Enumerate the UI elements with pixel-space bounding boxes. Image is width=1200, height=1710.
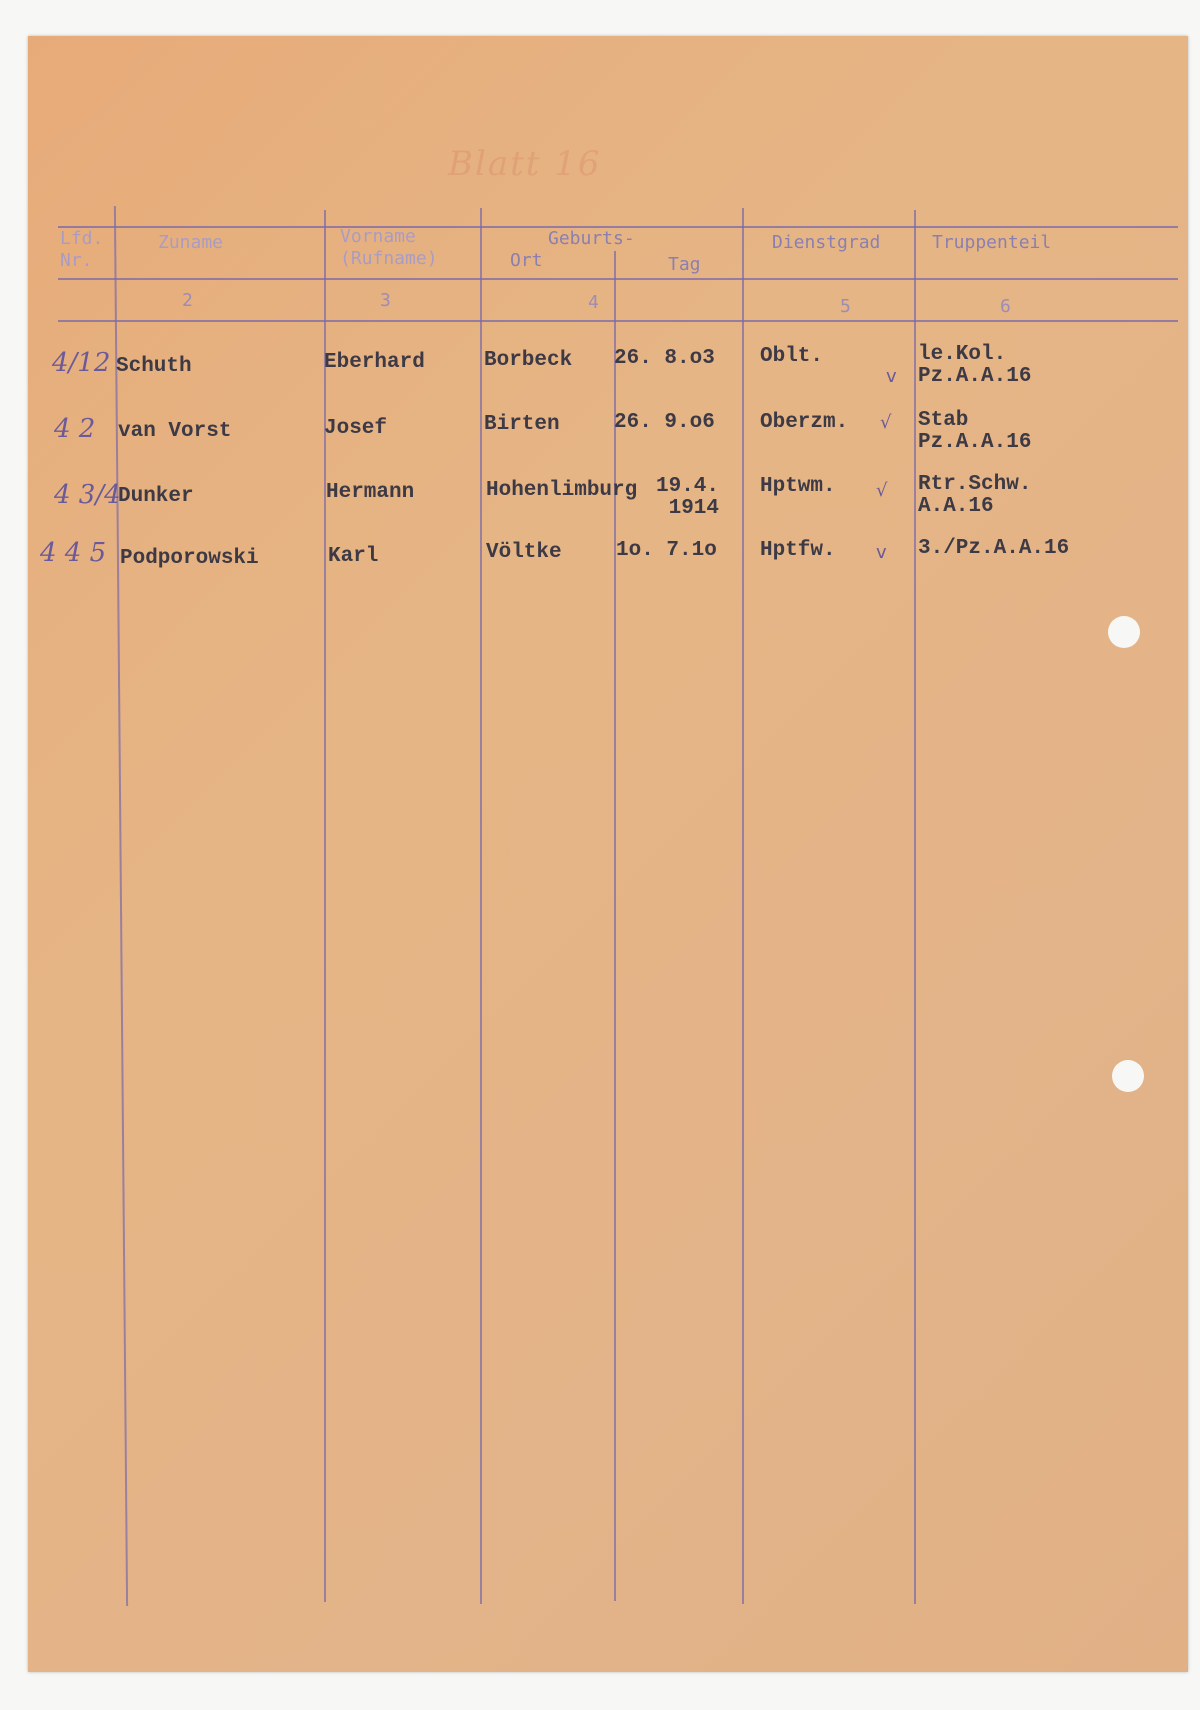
header-dienstgrad: Dienstgrad — [772, 232, 881, 253]
row-3-zuname: Dunker — [118, 485, 194, 508]
row-1-zuname: Schuth — [116, 355, 192, 378]
row-1-number: 4/12 — [52, 348, 111, 378]
colnum-5: 5 — [840, 296, 851, 317]
header-zuname: Zuname — [158, 232, 224, 253]
row-3-truppenteil: Rtr.Schw. A.A.16 — [918, 473, 1032, 518]
row-3-number: 4 3/4 — [54, 480, 121, 510]
row-2-vorname: Josef — [324, 417, 388, 440]
row-2-zuname: van Vorst — [118, 420, 232, 443]
col-divider-6 — [914, 210, 916, 1604]
row-4-tag: 1o. 7.1o — [616, 539, 717, 562]
row-1-dienstgrad: Oblt. — [760, 345, 824, 368]
row-2-ort: Birten — [484, 413, 560, 436]
row-3-tag: 19.4. 1914 — [656, 475, 720, 520]
row-3-dienstgrad: Hptwm. — [760, 475, 836, 498]
row-4-ort: Völtke — [486, 541, 562, 564]
punch-hole-top — [1108, 616, 1140, 648]
header-ort: Ort — [510, 250, 543, 271]
faded-header-stamp: Blatt 16 — [448, 144, 602, 184]
row-2-check-mark: √ — [880, 412, 892, 433]
row-2-dienstgrad: Oberzm. — [760, 411, 849, 434]
colnum-2: 2 — [182, 290, 193, 311]
punch-hole-bottom — [1112, 1060, 1144, 1092]
row-4-number: 4 4 5 — [40, 538, 107, 568]
header-truppenteil: Truppenteil — [932, 232, 1052, 253]
col-divider-5 — [742, 208, 744, 1604]
row-2-truppenteil: Stab Pz.A.A.16 — [918, 409, 1032, 454]
col-divider-3 — [480, 208, 482, 1604]
row-4-dienstgrad: Hptfw. — [760, 539, 836, 562]
col-divider-4 — [614, 251, 616, 1601]
header-geburts: Geburts- — [548, 228, 635, 249]
colnum-4: 4 — [588, 292, 599, 313]
header-tag: Tag — [668, 254, 701, 275]
colnum-6: 6 — [1000, 296, 1011, 317]
header-bottom-rule — [58, 278, 1178, 280]
row-1-ort: Borbeck — [484, 349, 573, 372]
row-1-truppenteil: le.Kol. Pz.A.A.16 — [918, 343, 1032, 388]
col-divider-1 — [114, 206, 128, 1606]
row-4-zuname: Podporowski — [120, 547, 259, 570]
row-4-vorname: Karl — [328, 545, 379, 568]
row-1-tag: 26. 8.o3 — [614, 347, 715, 370]
row-2-number: 4 2 — [54, 414, 96, 444]
document-page — [28, 36, 1188, 1672]
colnum-3: 3 — [380, 290, 391, 311]
row-4-truppenteil: 3./Pz.A.A.16 — [918, 537, 1070, 560]
colnum-bottom-rule — [58, 320, 1178, 322]
row-3-ort: Hohenlimburg — [486, 479, 638, 502]
header-lfd-nr: Lfd. Nr. — [60, 228, 104, 271]
header-vorname: Vorname (Rufname) — [340, 226, 438, 269]
row-2-tag: 26. 9.o6 — [614, 411, 715, 434]
row-1-vorname: Eberhard — [324, 351, 425, 374]
row-3-vorname: Hermann — [326, 481, 415, 504]
row-3-check-mark: √ — [876, 480, 888, 501]
row-4-check-mark: v — [876, 542, 887, 563]
row-1-check-mark: v — [886, 366, 897, 387]
